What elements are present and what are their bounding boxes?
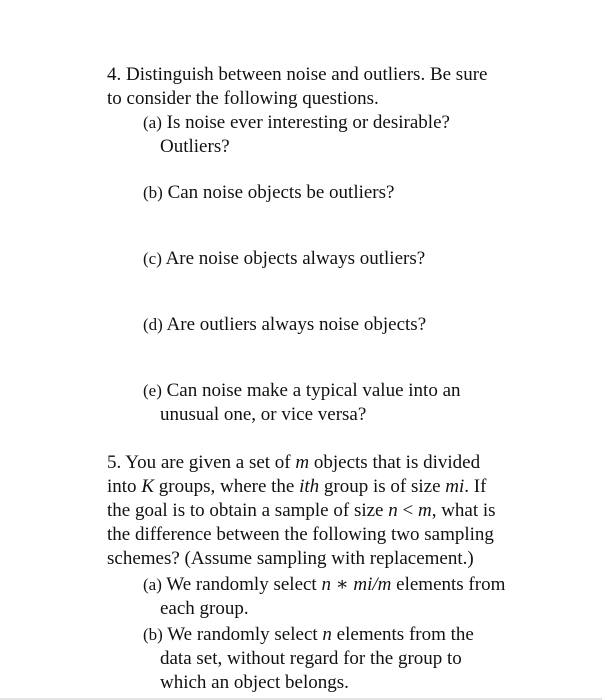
question-4-part-c: (c) Are noise objects always outliers? xyxy=(143,248,426,269)
question-5-part-b: (b) We randomly select n elements from the data set, without regard for the group to which an object belongs. xyxy=(143,624,474,693)
question-5-part-a: (a) We randomly select n ∗ mi/m elements from each group. xyxy=(143,574,506,619)
question-4-part-e: (e) Can noise make a typical value into an unusual one, or vice versa? xyxy=(143,380,461,425)
question-5 xyxy=(107,451,547,571)
question-5-prompt: 5. You are given a set of m objects that is divided into K groups, where the ith group is of size mi. If the goal is to obtain a sample of size n < m, what is the difference between the following two sampling schemes? (Assume sampling with replacement.) xyxy=(107,452,496,569)
question-4 xyxy=(107,63,547,111)
question-4-prompt: 4. Distinguish between noise and outliers. Be sure to consider the following questions. xyxy=(107,64,488,109)
question-4-part-a: (a) Is noise ever interesting or desirable? Outliers? xyxy=(143,112,450,157)
question-4-part-b: (b) Can noise objects be outliers? xyxy=(143,182,395,203)
question-4-part-d: (d) Are outliers always noise objects? xyxy=(143,314,427,335)
